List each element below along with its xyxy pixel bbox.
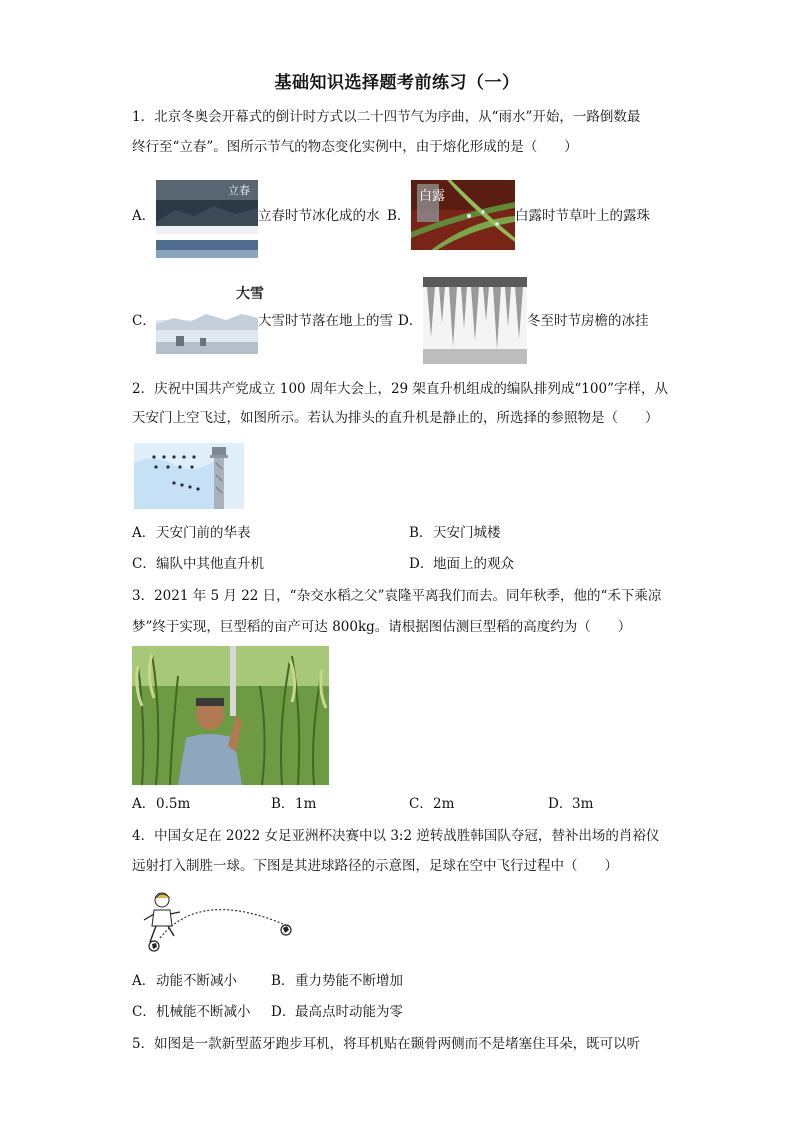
option-1c-text: 大雪时节落在地上的雪 [258,313,393,329]
question-4-line-1: 4．中国女足在 2022 女足亚洲杯决赛中以 3:2 逆转战胜韩国队夺冠，替补出场的肖裕仪 [132,828,660,844]
option-1c-image-text: 大雪 [236,286,264,302]
option-3b-text: 1m [295,796,317,812]
option-1b-image-text: 白露 [419,189,446,204]
option-2c-letter: C． [132,556,156,572]
page-title: 基础知识选择题考前练习（一） [274,73,520,93]
option-1a-text: 立春时节冰化成的水 [258,208,380,224]
option-3d-letter: D． [548,796,573,812]
option-4d-text: 最高点时动能为零 [295,1004,403,1020]
option-2b-text: 天安门城楼 [433,525,501,541]
option-3d-text: 3m [572,796,594,812]
option-1c-image [156,284,264,354]
question-2-line-1: 2．庆祝中国共产党成立 100 周年大会上，29 架直升机组成的编队排列成“100”字样，从 [132,381,668,397]
option-1a-image-text: 立春 [228,184,250,197]
rice-field-photo [132,646,329,785]
option-3a-letter: A． [132,796,156,812]
option-4d-letter: D． [271,1004,296,1020]
option-3c-text: 2m [433,796,455,812]
option-2a-letter: A． [132,525,156,541]
option-1d-letter: D． [398,313,423,329]
option-1d-image [423,277,527,364]
option-2d-text: 地面上的观众 [433,556,514,572]
option-1d-text: 冬至时节房檐的冰挂 [527,313,649,329]
question-1-line-2: 终行至“立春”。图所示节气的物态变化实例中，由于熔化形成的是（ ） [132,139,578,155]
option-1a-image [156,180,258,258]
option-3c-letter: C． [409,796,433,812]
helicopter-formation-image [134,443,244,509]
question-4-line-2: 远射打入制胜一球。下图是其进球路径的示意图，足球在空中飞行过程中（ ） [132,858,618,874]
option-4a-letter: A． [132,973,156,989]
ball-path-diagram [140,890,296,954]
option-2a-text: 天安门前的华表 [156,525,251,541]
question-3-line-1: 3．2021 年 5 月 22 日，“杂交水稻之父”袁隆平离我们而去。同年秋季，他的“禾下乘凉 [132,588,662,604]
option-3b-letter: B． [271,796,295,812]
option-1b-image [411,180,515,250]
question-2-line-2: 天安门上空飞过，如图所示。若认为排头的直升机是静止的，所选择的参照物是（ ） [132,410,659,426]
option-4b-letter: B． [271,973,295,989]
option-4c-text: 机械能不断减小 [156,1004,251,1020]
option-1b-text: 白露时节草叶上的露珠 [515,208,650,224]
option-1c-letter: C． [132,313,156,329]
option-1b-letter: B． [387,208,411,224]
option-2c-text: 编队中其他直升机 [156,556,264,572]
option-4a-text: 动能不断减小 [156,973,237,989]
question-5-line-1: 5．如图是一款新型蓝牙跑步耳机，将耳机贴在颞骨两侧而不是堵塞住耳朵，既可以听 [132,1036,641,1052]
option-2b-letter: B． [409,525,433,541]
option-1a-letter: A． [132,208,156,224]
question-1-line-1: 1．北京冬奥会开幕式的倒计时方式以二十四节气为序曲，从“雨水”开始，一路倒数最 [132,109,641,125]
question-3-line-2: 梦”终于实现，巨型稻的亩产可达 800kg。请根据图估测巨型稻的高度约为（ ） [132,619,632,635]
option-3a-text: 0.5m [156,796,191,812]
option-4b-text: 重力势能不断增加 [295,973,403,989]
option-2d-letter: D． [409,556,434,572]
option-4c-letter: C． [132,1004,156,1020]
